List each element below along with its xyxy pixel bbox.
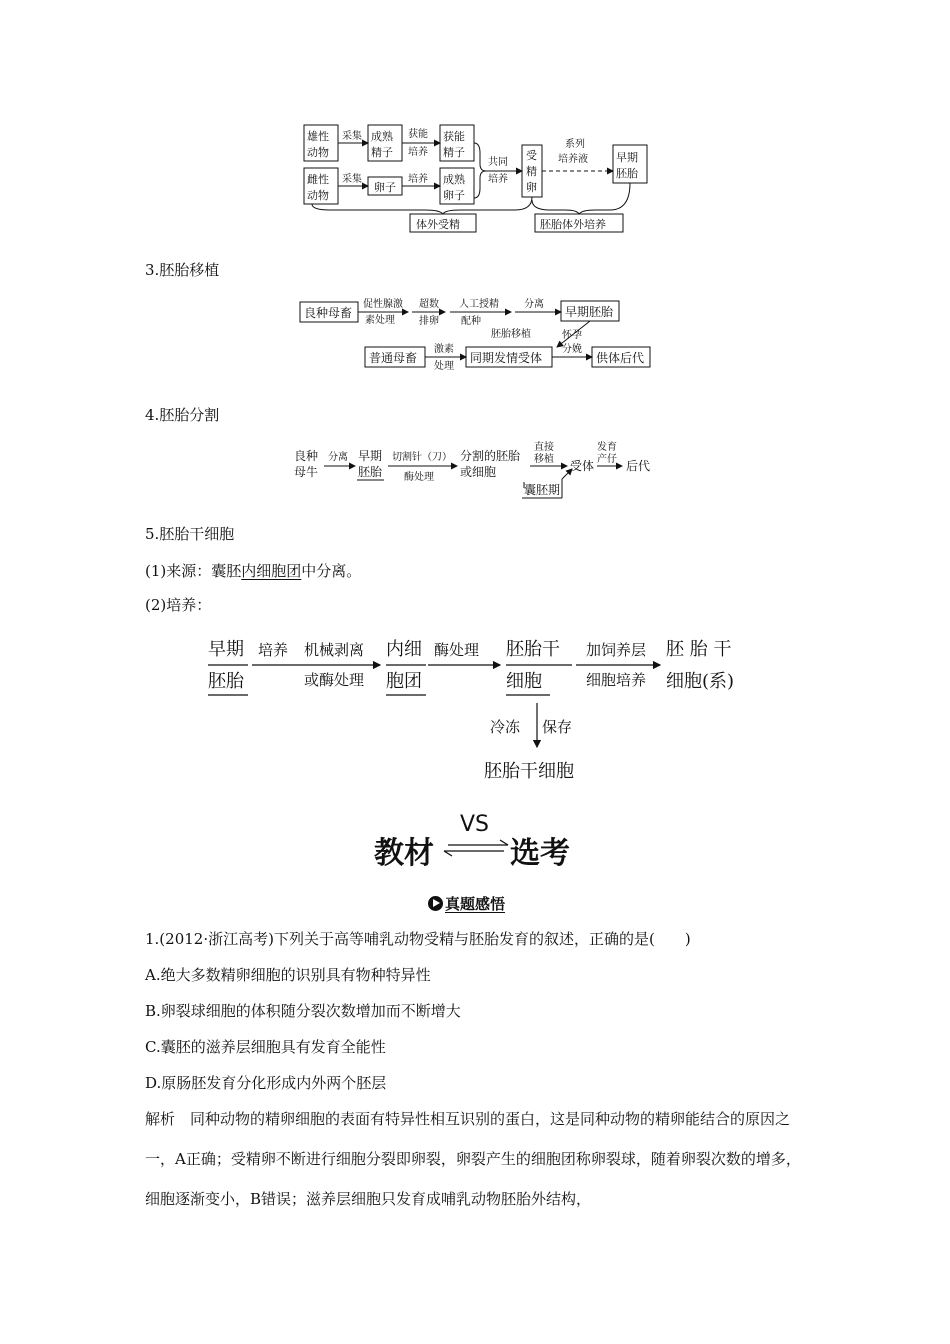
svg-text:囊胚期: 囊胚期 xyxy=(524,483,561,497)
question-stem: 1.(2012·浙江高考)下列关于高等哺乳动物受精与胚胎发育的叙述，正确的是( ) xyxy=(145,930,691,948)
section3-heading: 3.胚胎移植 xyxy=(145,261,220,279)
play-circle-icon xyxy=(428,896,443,911)
svg-text:早期: 早期 xyxy=(616,151,638,164)
svg-text:直接: 直接 xyxy=(534,442,554,453)
svg-text:培养: 培养 xyxy=(488,174,508,185)
option-c: C.囊胚的滋养层细胞具有发育全能性 xyxy=(145,1038,386,1056)
svg-text:加饲养层: 加饲养层 xyxy=(586,641,647,659)
male-label-top: 雄性 xyxy=(307,130,329,143)
banner-right: 选考 xyxy=(510,836,570,871)
section5-heading: 5.胚胎干细胞 xyxy=(145,525,235,543)
option-d: D.原肠胚发育分化形成内外两个胚层 xyxy=(145,1074,387,1092)
embryo-split-diagram xyxy=(292,438,662,504)
svg-text:良种: 良种 xyxy=(294,449,319,463)
svg-text:胚 胎 干: 胚 胎 干 xyxy=(666,639,732,660)
svg-text:分离: 分离 xyxy=(524,299,544,310)
analysis: 解析 同种动物的精卵细胞的表面有特异性相互识别的蛋白，这是同种动物的精卵能结合的原因之一，A正确；受精卵不断进行细胞分裂即卵裂，卵裂产生的细胞团称卵裂球，随着卵裂次数的增多，细胞逐渐变小，B错误；滋养层细胞只发育成哺乳动物胚胎外结构， xyxy=(145,1110,801,1208)
svg-text:卵: 卵 xyxy=(526,181,537,194)
banner-vs: VS xyxy=(460,812,490,837)
svg-text:或细胞: 或细胞 xyxy=(460,465,497,479)
svg-text:早期: 早期 xyxy=(208,639,244,660)
svg-text:酶处理: 酶处理 xyxy=(404,472,434,483)
svg-text:培养: 培养 xyxy=(258,641,289,659)
svg-text:胚胎: 胚胎 xyxy=(208,671,244,692)
option-a: A.绝大多数精卵细胞的识别具有物种特异性 xyxy=(145,966,431,984)
svg-text:卵子: 卵子 xyxy=(443,189,465,202)
svg-text:精子: 精子 xyxy=(371,146,393,159)
source-line: (1)来源：囊胚内细胞团中分离。 xyxy=(145,562,362,580)
svg-text:受: 受 xyxy=(526,149,537,162)
svg-text:早期: 早期 xyxy=(358,449,383,463)
svg-text:同期发情受体: 同期发情受体 xyxy=(470,351,543,365)
esc-diagram xyxy=(200,625,760,795)
svg-text:卵子: 卵子 xyxy=(374,181,396,194)
male-label-bot: 动物 xyxy=(307,146,329,159)
banner-left: 教材 xyxy=(374,836,434,871)
svg-text:酶处理: 酶处理 xyxy=(434,641,480,659)
svg-text:怀孕: 怀孕 xyxy=(562,330,582,341)
svg-text:受体: 受体 xyxy=(570,459,595,473)
svg-text:母牛: 母牛 xyxy=(294,465,319,479)
svg-text:移植: 移植 xyxy=(534,454,554,465)
svg-text:成熟: 成熟 xyxy=(371,130,393,143)
svg-text:良种母畜: 良种母畜 xyxy=(304,306,353,320)
section4-heading: 4.胚胎分割 xyxy=(145,406,220,424)
svg-text:后代: 后代 xyxy=(626,459,651,473)
svg-text:产仔: 产仔 xyxy=(597,454,617,465)
svg-text:胚胎: 胚胎 xyxy=(358,465,383,479)
svg-text:成熟: 成熟 xyxy=(443,173,465,186)
svg-text:分离: 分离 xyxy=(328,452,348,463)
svg-text:培养液: 培养液 xyxy=(558,154,588,165)
svg-text:细胞培养: 细胞培养 xyxy=(586,671,647,689)
svg-text:采集: 采集 xyxy=(342,131,362,142)
svg-text:细胞(系): 细胞(系) xyxy=(666,671,735,692)
svg-text:内细: 内细 xyxy=(386,639,422,660)
svg-text:胚胎干细胞: 胚胎干细胞 xyxy=(484,761,574,782)
textbook-vs-exam-banner xyxy=(360,810,590,870)
section-tag: 真题感悟 xyxy=(428,893,505,914)
culture-label: (2)培养： xyxy=(145,596,212,614)
svg-text:细胞: 细胞 xyxy=(506,671,542,692)
inner-cell-mass: 内细胞团 xyxy=(241,562,302,580)
svg-text:系列: 系列 xyxy=(565,139,585,150)
svg-text:配种: 配种 xyxy=(461,316,481,327)
svg-text:培养: 培养 xyxy=(408,147,428,158)
svg-text:排卵: 排卵 xyxy=(419,316,439,327)
svg-text:雌性: 雌性 xyxy=(307,173,329,186)
svg-text:保存: 保存 xyxy=(542,718,573,736)
embryo-transfer-diagram xyxy=(295,292,655,374)
svg-text:冷冻: 冷冻 xyxy=(490,718,521,736)
svg-text:体外受精: 体外受精 xyxy=(416,218,460,231)
svg-text:胚胎: 胚胎 xyxy=(616,167,638,180)
svg-text:获能: 获能 xyxy=(443,130,465,143)
svg-text:早期胚胎: 早期胚胎 xyxy=(565,305,614,319)
svg-text:分娩: 分娩 xyxy=(562,344,582,355)
svg-text:激素: 激素 xyxy=(434,344,454,355)
svg-text:供体后代: 供体后代 xyxy=(596,351,645,365)
svg-text:采集: 采集 xyxy=(342,174,362,185)
svg-text:精: 精 xyxy=(526,165,537,178)
svg-text:获能: 获能 xyxy=(408,129,428,140)
svg-text:素处理: 素处理 xyxy=(365,315,395,326)
option-b: B.卵裂球细胞的体积随分裂次数增加而不断增大 xyxy=(145,1002,461,1020)
svg-text:动物: 动物 xyxy=(307,189,329,202)
svg-text:培养: 培养 xyxy=(408,174,428,185)
svg-text:发育: 发育 xyxy=(597,442,617,453)
svg-text:胚胎体外培养: 胚胎体外培养 xyxy=(540,218,606,231)
svg-text:机械剥离: 机械剥离 xyxy=(304,641,365,659)
svg-text:胞团: 胞团 xyxy=(386,671,422,692)
svg-text:胚胎移植: 胚胎移植 xyxy=(491,329,531,340)
svg-text:切割针（刀）: 切割针（刀） xyxy=(392,452,452,463)
ivf-diagram xyxy=(290,118,660,238)
svg-text:共同: 共同 xyxy=(488,157,508,168)
svg-text:促性腺激: 促性腺激 xyxy=(363,299,403,310)
svg-text:人工授精: 人工授精 xyxy=(459,299,499,310)
svg-text:胚胎干: 胚胎干 xyxy=(506,639,560,660)
svg-text:超数: 超数 xyxy=(419,299,439,310)
svg-text:或酶处理: 或酶处理 xyxy=(304,671,365,689)
svg-text:精子: 精子 xyxy=(443,146,465,159)
svg-text:普通母畜: 普通母畜 xyxy=(369,351,418,365)
svg-text:处理: 处理 xyxy=(434,361,454,372)
svg-text:分割的胚胎: 分割的胚胎 xyxy=(460,449,521,463)
